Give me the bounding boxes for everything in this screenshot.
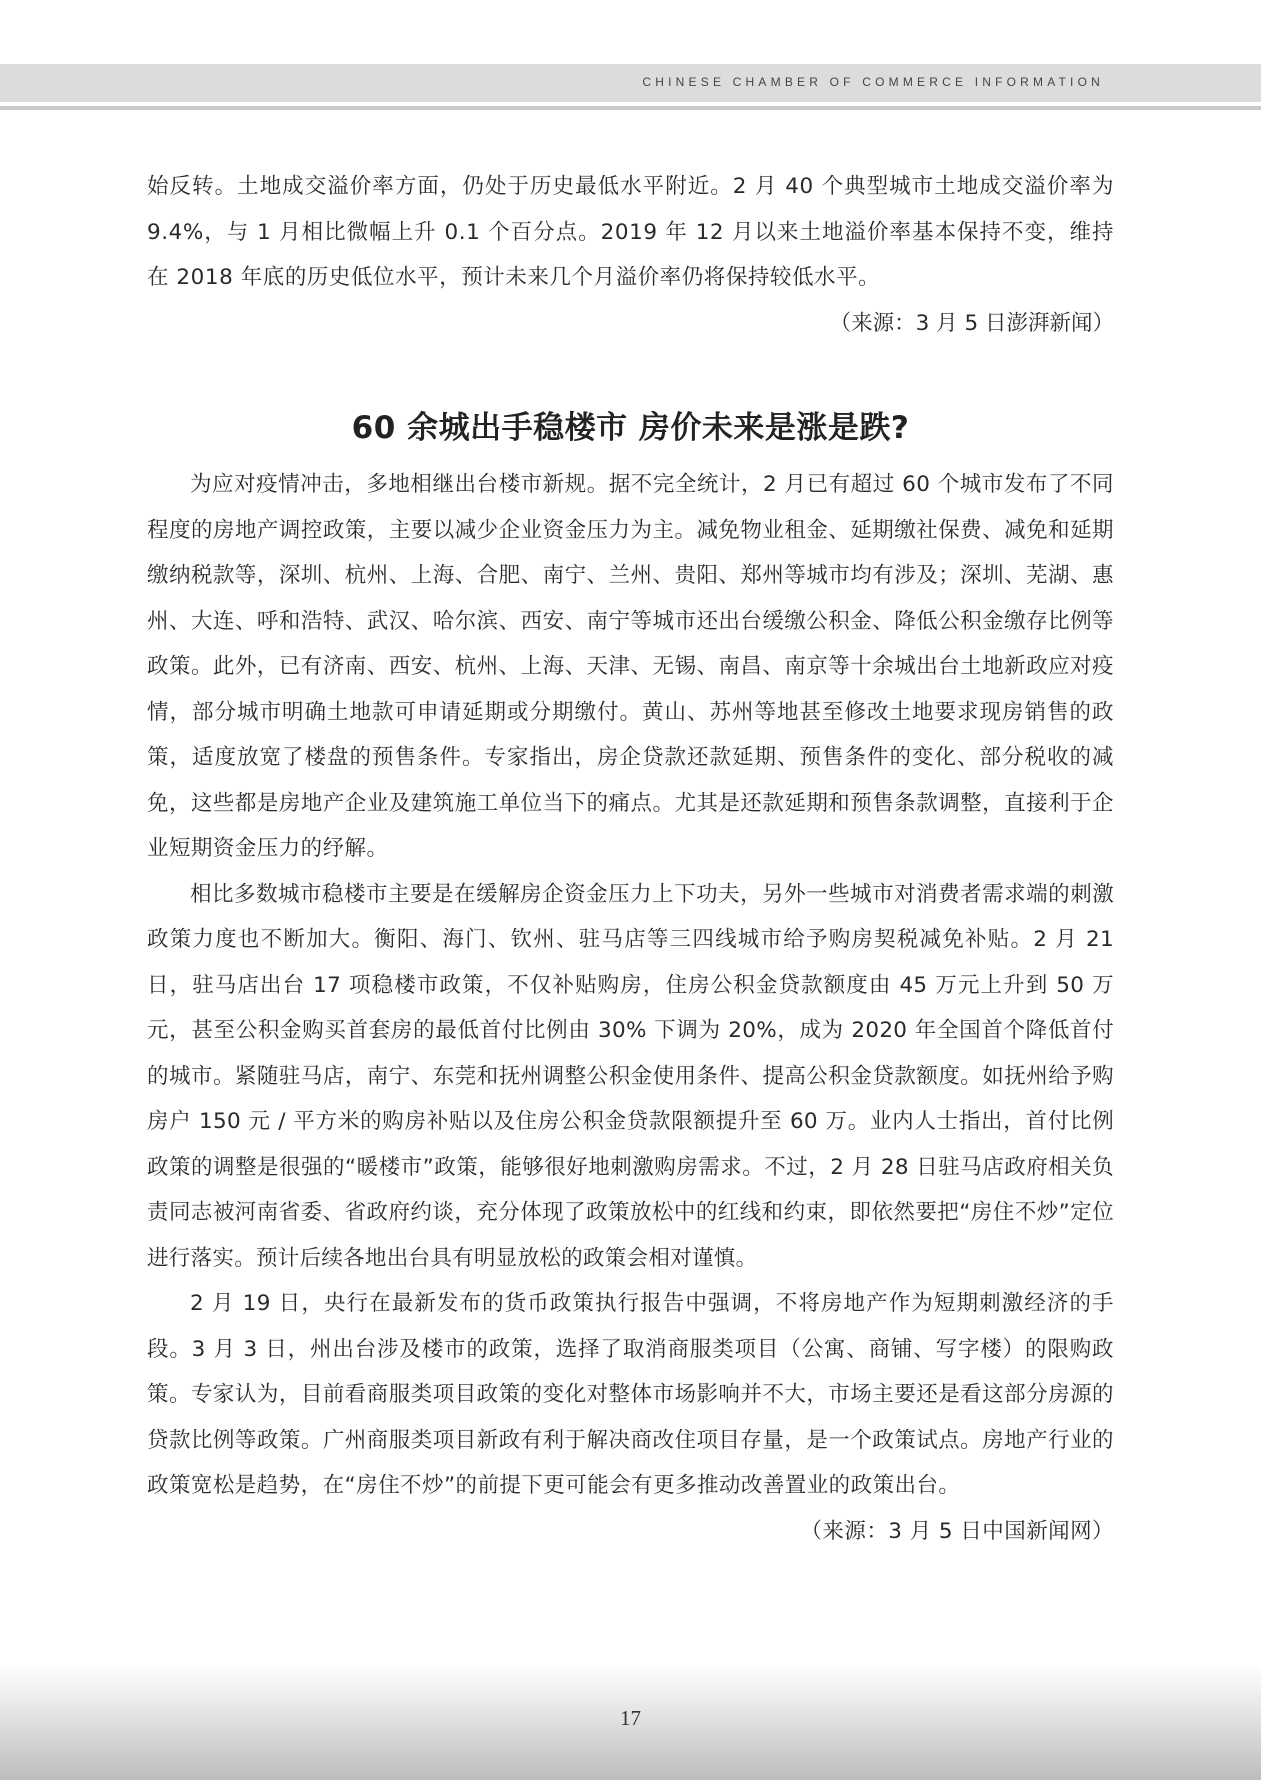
article-paragraph-1: 为应对疫情冲击，多地相继出台楼市新规。据不完全统计，2 月已有超过 60 个城市发布了不同程度的房地产调控政策，主要以减少企业资金压力为主。减免物业租金、延期缴社保费、减免和延期缴纳税款等，深圳、杭州、上海、合肥、南宁、兰州、贵阳、郑州等城市均有涉及；深圳、芜湖、惠州、大连、呼和浩特、武汉、哈尔滨、西安、南宁等城市还出台缓缴公积金、降低公积金缴存比例等政策。此外，已有济南、西安、杭州、上海、天津、无锡、南昌、南京等十余城出台土地新政应对疫情，部分城市明确土地款可申请延期或分期缴付。黄山、苏州等地甚至修改土地要求现房销售的政策，适度放宽了楼盘的预售条件。专家指出，房企贷款还款延期、预售条件的变化、部分税收的减免，这些都是房地产企业及建筑施工单位当下的痛点。尤其是还款延期和预售条款调整，直接利于企业短期资金压力的纾解。 bbox=[147, 472, 1114, 861]
running-header: CHINESE CHAMBER OF COMMERCE INFORMATION bbox=[642, 75, 1104, 89]
page-content bbox=[147, 164, 1114, 1554]
continued-paragraph: 始反转。土地成交溢价率方面，仍处于历史最低水平附近。2 月 40 个典型城市土地成交溢价率为 9.4%，与 1 月相比微幅上升 0.1 个百分点。2019 年 12 月以来土地溢价率基本保持不变，维持在 2018 年底的历史低位水平，预计未来几个月溢价率仍将保持较低水平。 bbox=[147, 174, 1114, 290]
header-rule bbox=[0, 106, 1261, 110]
source-citation: （来源：3 月 5 日澎湃新闻） bbox=[829, 310, 1114, 336]
article-paragraph-3-text: 2 月 19 日，央行在最新发布的货币政策执行报告中强调，不将房地产作为短期刺激经济的手段。3 月 3 日，州出台涉及楼市的政策，选择了取消商服类项目（公寓、商铺、写字楼）的限购政策。专家认为，目前看商服类项目政策的变化对整体市场影响并不大，市场主要还是看这部分房源的贷款比例等政策。广州商服类项目新政有利于解决商改住项目存量，是一个政策试点。房地产行业的政策宽松是趋势，在“房住不炒”的前提下更可能会有更多推动改善置业的政策出台。 bbox=[147, 1291, 1114, 1498]
article-paragraph-2: 相比多数城市稳楼市主要是在缓解房企资金压力上下功夫，另外一些城市对消费者需求端的刺激政策力度也不断加大。衡阳、海门、钦州、驻马店等三四线城市给予购房契税减免补贴。2 月 21 日，驻马店出台 17 项稳楼市政策，不仅补贴购房，住房公积金贷款额度由 45 万元上升到 50 万元，甚至公积金购买首套房的最低首付比例由 30% 下调为 20%，成为 2020 年全国首个降低首付的城市。紧随驻马店，南宁、东莞和抚州调整公积金使用条件、提高公积金贷款额度。如抚州给予购房户 150 元 / 平方米的购房补贴以及住房公积金贷款限额提升至 60 万。业内人士指出，首付比例政策的调整是很强的“暖楼市”政策，能够很好地刺激购房需求。不过，2 月 28 日驻马店政府相关负责同志被河南省委、省政府约谈，充分体现了政策放松中的红线和约束，即依然要把“房住不炒”定位进行落实。预计后续各地出台具有明显放松的政策会相对谨慎。 bbox=[147, 881, 1114, 1271]
article-title: 60 余城出手稳楼市 房价未来是涨是跌? bbox=[351, 410, 910, 446]
source-citation: （来源：3 月 5 日中国新闻网） bbox=[800, 1518, 1114, 1544]
page-number: 17 bbox=[620, 1706, 641, 1730]
article-paragraph-3-block bbox=[147, 1281, 1114, 1544]
article-paragraph-3 bbox=[147, 1281, 1114, 1544]
